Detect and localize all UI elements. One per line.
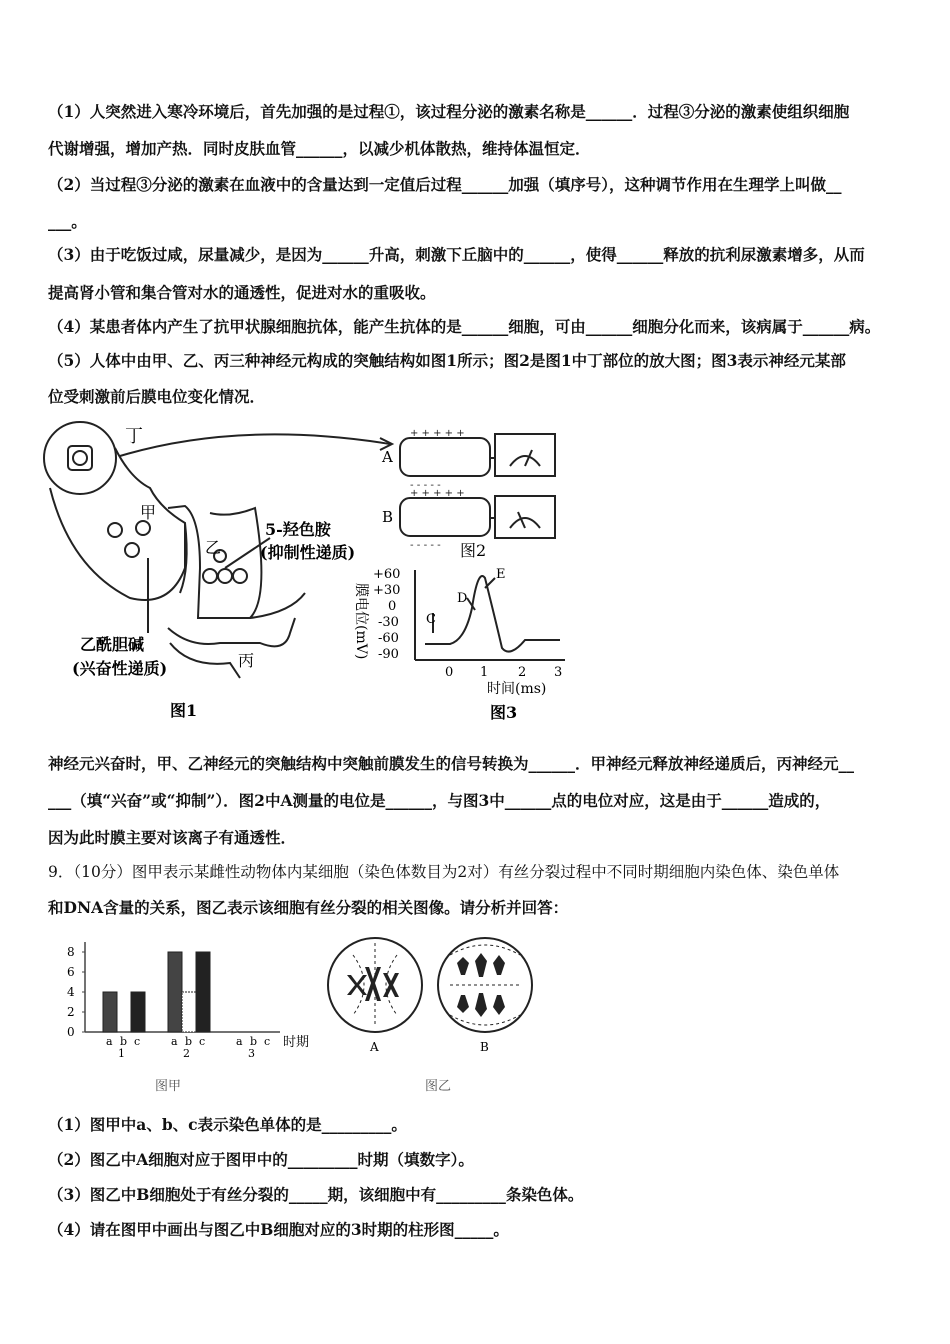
cell-b-chromosome-1: [457, 957, 469, 975]
chart-ytick-2: 4: [67, 985, 75, 999]
fig1-label-bing: 丙: [238, 651, 255, 670]
cell-a-label: A: [370, 1040, 379, 1054]
fig3-point-d: D: [457, 591, 468, 606]
chart-category-label-2-a: a: [171, 1035, 178, 1048]
text-line-3: （2）当过程③分泌的激素在血液中的含量达到一定值后过程______加强（填序号），这种调节作用在生理学上叫做__: [48, 175, 842, 194]
chart-period-label-2: 2: [183, 1047, 190, 1060]
cell-b-chromosome-6: [493, 995, 505, 1015]
text-line-11: ___（填“兴奋”或“抑制”）．图2中A测量的电位是______，与图3中______点的电位对应，这是由于______造成的，: [48, 791, 831, 810]
fig1-label-ach: 乙酰胆碱: [80, 635, 145, 654]
text-line-9: 位受刺激前后膜电位变化情况．: [48, 387, 266, 406]
chart-category-label-3-c: c: [264, 1035, 271, 1048]
chart-category-label-3-a: a: [236, 1035, 243, 1048]
fig1-ding-arrow: [120, 434, 390, 456]
chart-bar-period1-c: [131, 992, 145, 1032]
fig3-xlabel: 时间(ms): [487, 681, 547, 697]
fig2-label-a: A: [382, 448, 393, 466]
chart-ytick-0: 0: [67, 1025, 75, 1039]
fig3-xtick-0: 0: [445, 665, 454, 680]
chart-bar-period2-c: [196, 952, 210, 1032]
fig2-caption: 图2: [460, 541, 487, 560]
fig1-neuron-yi: [168, 506, 261, 618]
fig1-label-yi: 乙: [205, 538, 222, 557]
text-line-13: 9．（10分）图甲表示某雌性动物体内某细胞（染色体数目为2对）有丝分裂过程中不同时期细胞内染色体、染色单体: [48, 863, 840, 881]
fig2-label-b: B: [382, 508, 394, 526]
fig3-curve: [425, 576, 560, 652]
chart-bar-period2-a: [168, 952, 182, 1032]
fig1-label-serotonin: 5-羟色胺: [265, 520, 331, 539]
neuron-figures: [40, 418, 620, 728]
fig3-point-e: E: [496, 567, 506, 582]
fig1-caption: 图1: [170, 701, 198, 720]
text-line-10: 神经元兴奋时，甲、乙神经元的突触结构中突触前膜发生的信号转换为______．甲神经元释放神经递质后，丙神经元__: [48, 754, 855, 773]
chart-ytick-1: 2: [67, 1005, 75, 1019]
fig3-caption: 图3: [490, 703, 518, 722]
text-line-8: （5）人体中由甲、乙、丙三种神经元构成的突触结构如图1所示；图2是图1中丁部位的放大图；图3表示神经元某部: [48, 351, 846, 370]
text-line-2: 代谢增强，增加产热．同时皮肤血管______，以减少机体散热，维持体温恒定．: [48, 139, 591, 158]
svg-text:+ + + + +: + + + + +: [410, 488, 465, 499]
fig1-label-serotonin-note: (抑制性递质): [260, 543, 356, 562]
fig-yi-cells: [325, 935, 535, 1095]
fig3-xtick-2: 2: [518, 665, 527, 680]
chart-category-label-1-a: a: [106, 1035, 113, 1048]
cell-b-chromosome-4: [457, 995, 469, 1013]
chart-category-label-2-b: b: [185, 1035, 193, 1048]
fig3-ytick-2: 0: [388, 599, 397, 614]
fig3-ylabel: 膜电位(mV): [353, 583, 369, 660]
text-line-12: 因为此时膜主要对该离子有通透性．: [48, 828, 297, 847]
chart-category-label-3-b: b: [250, 1035, 258, 1048]
text-line-15: （1）图甲中a、b、c表示染色单体的是_________。: [48, 1115, 407, 1134]
chart-ytick-3: 6: [67, 965, 75, 979]
chart-ytick-4: 8: [67, 945, 75, 959]
text-line-17: （3）图乙中B细胞处于有丝分裂的_____期，该细胞中有_________条染色体。: [48, 1185, 584, 1204]
chart-category-label-1-b: b: [120, 1035, 128, 1048]
fig3-ytick-0: +60: [373, 567, 401, 582]
cell-b-chromosome-5: [475, 993, 487, 1017]
chart-category-label-1-c: c: [134, 1035, 141, 1048]
fig2-axon-b: [400, 498, 490, 536]
fig3-ytick-3: -30: [378, 615, 399, 630]
fig-jia-chart: [55, 932, 325, 1097]
fig1-neuron-bing: [168, 618, 295, 646]
fig3-point-c: C: [426, 612, 436, 627]
fig1-ding-circle: [44, 422, 116, 494]
chart-period-label-3: 3: [248, 1047, 255, 1060]
text-line-7: （4）某患者体内产生了抗甲状腺细胞抗体，能产生抗体的是______细胞，可由______细胞分化而来，该病属于______病。: [48, 317, 881, 336]
cell-b-chromosome-3: [493, 955, 505, 975]
chart-category-label-2-c: c: [199, 1035, 206, 1048]
chart-xlabel: 时期: [283, 1035, 310, 1050]
cell-b-label: B: [480, 1040, 489, 1054]
text-line-5: （3）由于吃饭过咸，尿量减少，是因为______升高，刺激下丘脑中的______，使得______释放的抗利尿激素增多，从而: [48, 245, 865, 264]
chart-bar-period2-b: [182, 992, 196, 1032]
cell-b-chromosome-2: [475, 953, 487, 977]
fig1-label-ding: 丁: [125, 426, 143, 447]
text-line-1: （1）人突然进入寒冷环境后，首先加强的是过程①，该过程分泌的激素名称是______．过程③分泌的激素使组织细胞: [48, 102, 850, 121]
fig3-xtick-1: 1: [480, 665, 489, 680]
chart-bar-period1-a: [103, 992, 117, 1032]
fig1-label-jia: 甲: [140, 503, 157, 522]
svg-text:- - - - -: - - - - -: [410, 540, 441, 551]
fig2-axon-a: [400, 438, 490, 476]
text-line-6: 提高肾小管和集合管对水的通透性，促进对水的重吸收。: [48, 283, 436, 302]
cell-a-chromosome-2: [365, 967, 381, 1001]
fig1-label-ach-note: (兴奋性递质): [72, 659, 168, 678]
svg-text:- - - - -: - - - - -: [410, 480, 441, 491]
cell-a-chromosome-3: [383, 973, 399, 997]
fig3-ytick-4: -60: [378, 631, 399, 646]
chart-period-label-1: 1: [118, 1047, 125, 1060]
text-line-16: （2）图乙中A细胞对应于图甲中的_________时期（填数字）。: [48, 1150, 474, 1169]
svg-text:+ + + + +: + + + + +: [410, 428, 465, 439]
fig-yi-caption: 图乙: [425, 1079, 452, 1094]
text-line-4: ___。: [48, 212, 87, 231]
fig3-xtick-3: 3: [554, 665, 563, 680]
fig3-ytick-5: -90: [378, 647, 399, 662]
text-line-14: 和DNA含量的关系，图乙表示该细胞有丝分裂的相关图像。请分析并回答：: [48, 898, 569, 917]
chart-title: 图甲: [155, 1079, 182, 1094]
text-line-18: （4）请在图甲中画出与图乙中B细胞对应的3时期的柱形图_____。: [48, 1220, 509, 1239]
fig3-ytick-1: +30: [373, 583, 401, 598]
